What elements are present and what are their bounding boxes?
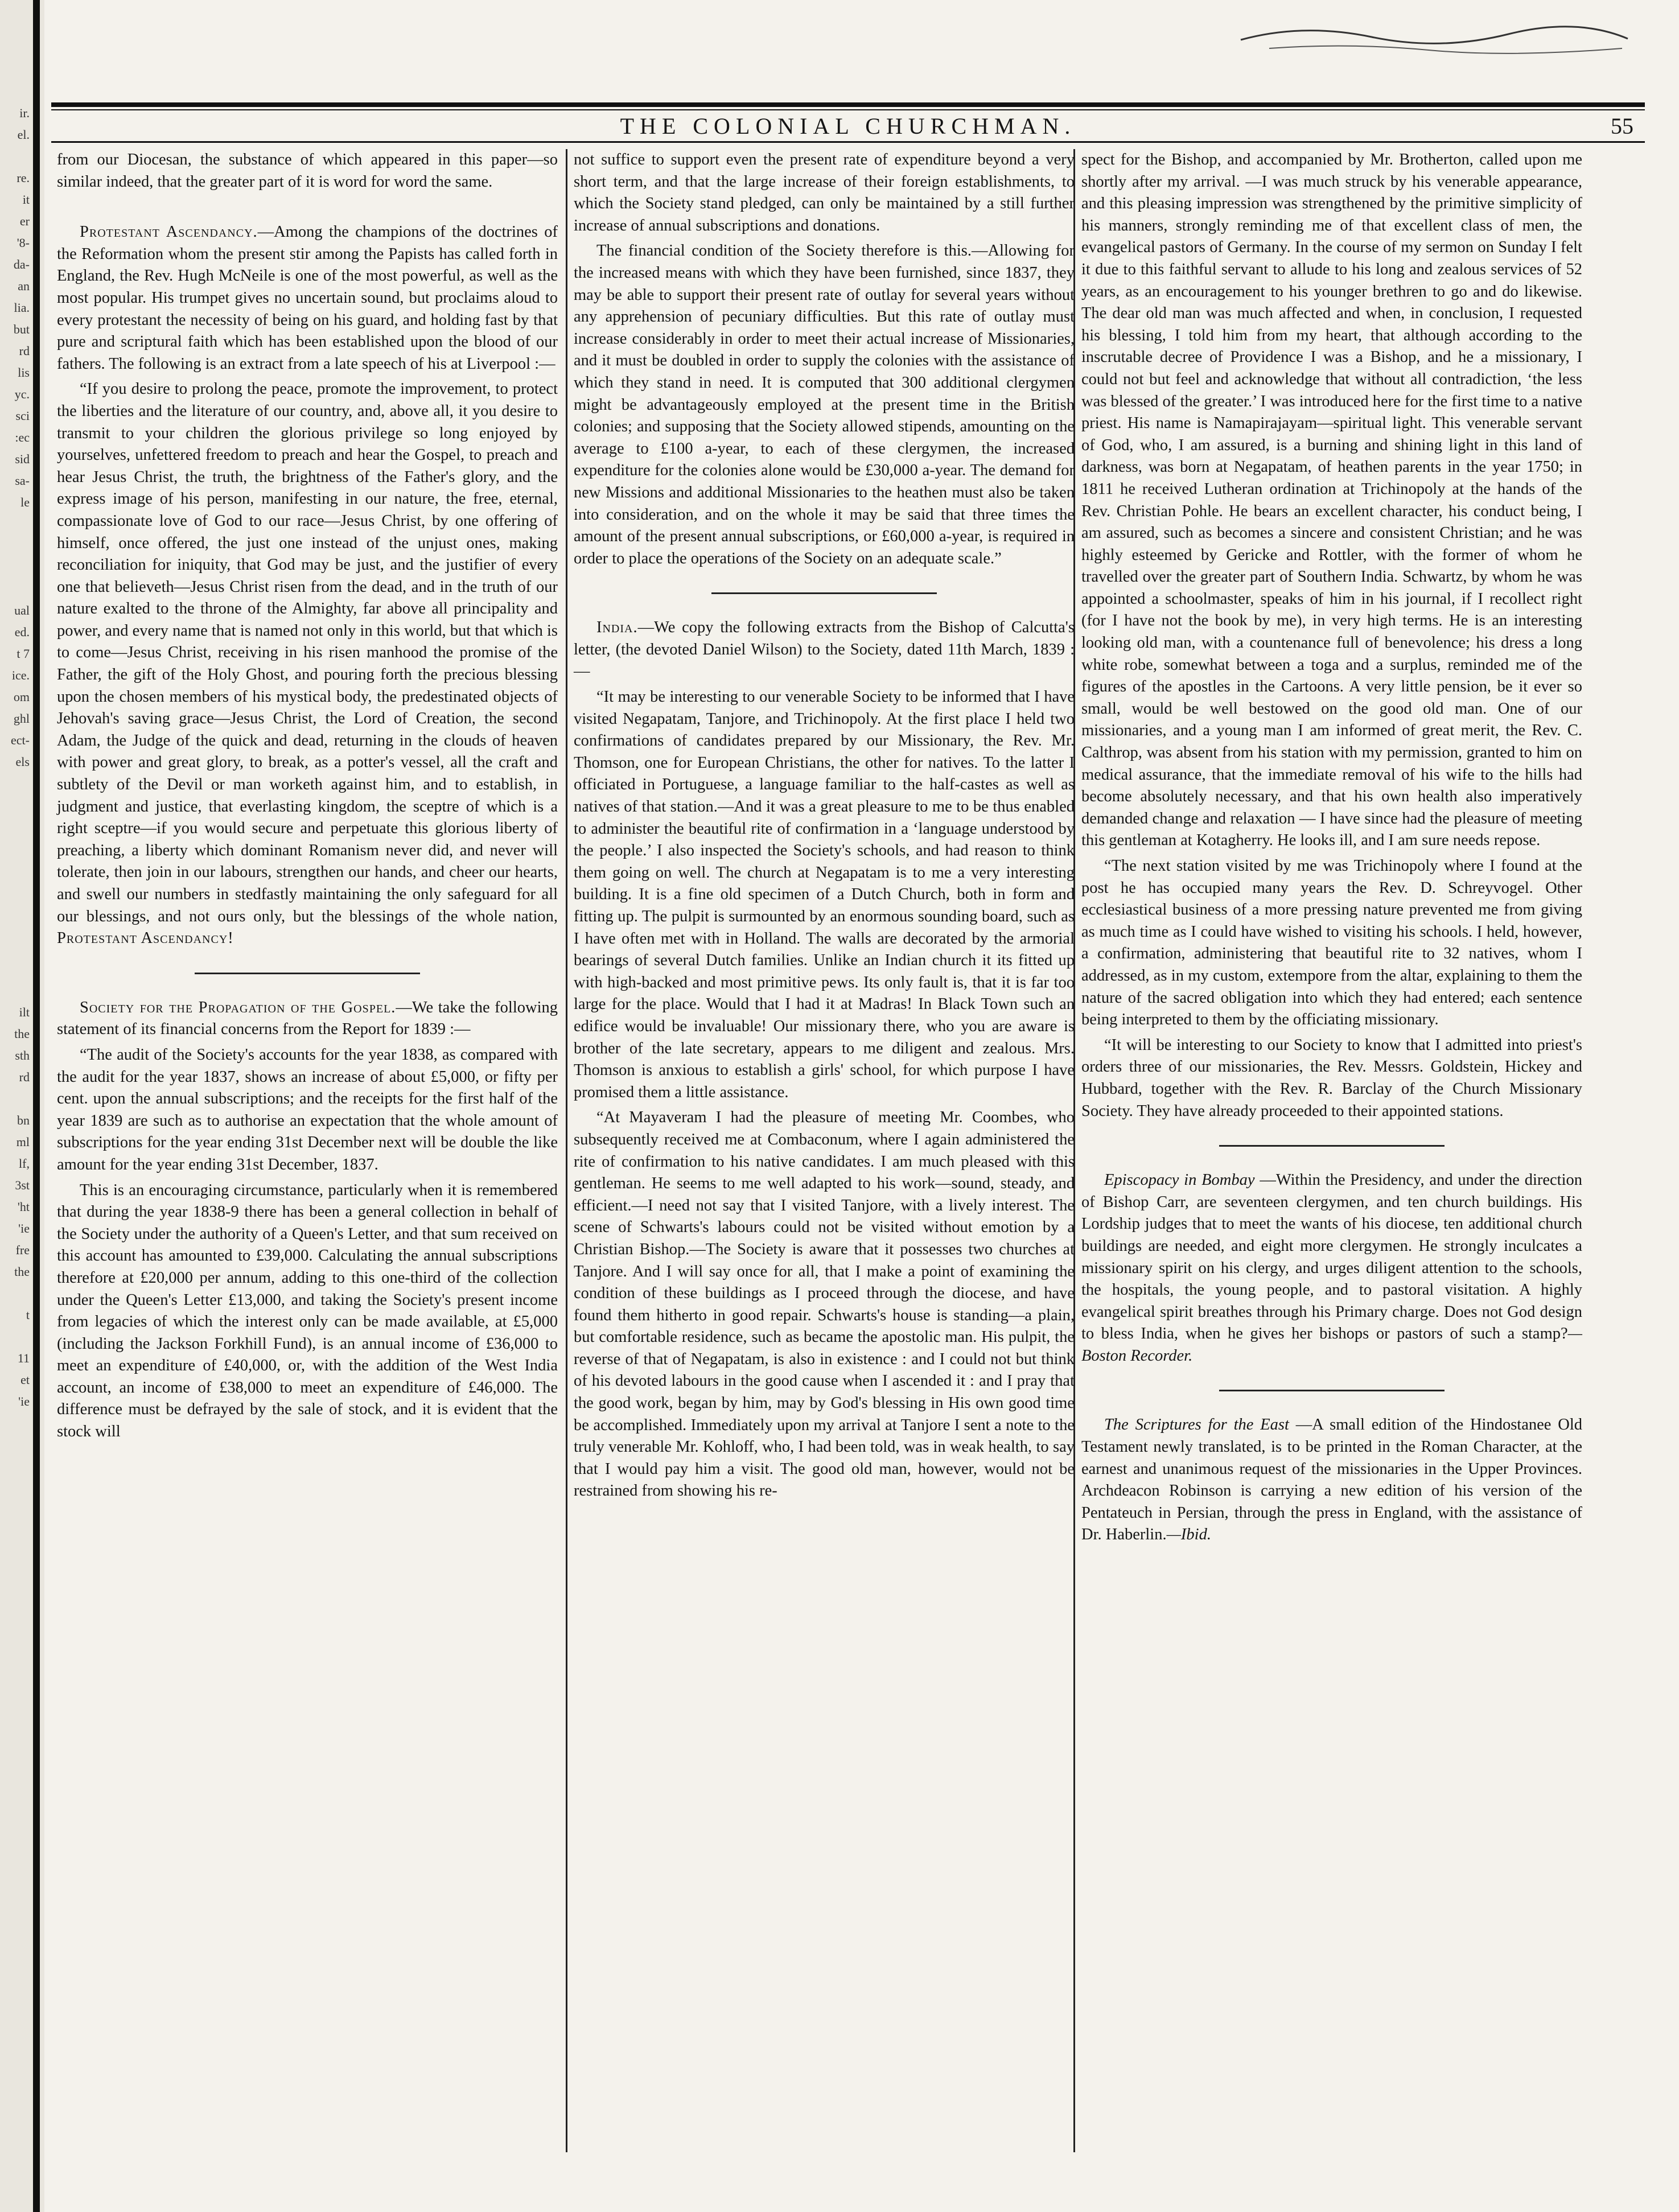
- ink-scribble: [1235, 17, 1633, 63]
- article-heading: The Scriptures for the East: [1104, 1416, 1289, 1434]
- letter-paragraph: “It may be interesting to our venerable Society to be informed that I have visited Negapatam, Tanjore, and Trichinopoly. At the first place I held two confirmations of candidates prepared by our Missionary, the Rev. Mr. Thomson, one for European Christians, the other for natives. To the latter I officiated in Portuguese, a language familiar to the half-castes as well as natives of that station.—And it was a great pleasure to me to be thus enabled to administer the beautiful rite of confirmation in a ‘language understood by the people.’ I also inspected the Society's schools, and had reason to think them going on well. The church at Negapatam is to me a very interesting building. It is a fine old specimen of a Dutch Church, both in form and fitting up. The pulpit is surmounted by an enormous sounding board, such as I have often met with in Holland. The walls are decorated by the armorial bearings of several Dutch families. Unlike an Indian church it its fitted up with high-backed and most primitive pews. Its only fault is, that it is far too large for the place. Would that I had it at Madras! In Black Town such an edifice would be invaluable! Our missionary there, who you are aware is brother of the late secretary, appears to me diligent and zealous. Mrs. Thomson is anxious to establish a girls' school, for which purpose I have promised them a little assistance.: [574, 688, 1075, 1101]
- gutter-fragments-lower: ilt the sth rd bn ml lf, 3st 'ht 'ie fre the t 11 et 'ie: [14, 1005, 30, 1408]
- article-heading: Episcopacy in Bombay: [1104, 1171, 1255, 1189]
- article-episcopacy-bombay: [1081, 1169, 1582, 1367]
- report-continuation: not suffice to support even the present rate of expenditure beyond a very short term, and that the large increase of their foreign establishments, to which the Society stand pledged, can only be maintained by a still further increase of annual subscriptions and donations.: [574, 151, 1075, 234]
- article-text: —We take the following statement of its financial concerns from the Report for 1839 :—: [57, 998, 558, 1039]
- section-divider: [711, 592, 937, 594]
- speech-extract: [57, 378, 558, 949]
- article-heading: Protestant Ascendancy.: [80, 223, 258, 241]
- page-header: [51, 102, 1645, 142]
- article-scriptures-east: [1081, 1414, 1582, 1546]
- article-text: —We copy the following extracts from the Bishop of Calcutta's letter, (the devoted Daniel Wilson) to the Society, dated 11th March, 1839 :—: [574, 619, 1075, 681]
- header-rule-thin: [51, 109, 1645, 110]
- article-text: —Among the champions of the doctrines of the Reformation whom the present stir among the Papists has called forth in England, the Rev. Hugh McNeile is one of the most powerful, as well as the most popular. His trumpet gives no uncertain sound, but proclaims aloud to every protestant the necessity of being on his guard, and holding fast by that pure and scriptural faith which has been established upon the blood of our fathers. The following is an extract from a late speech of his at Liverpool :—: [57, 223, 558, 373]
- article-india: [574, 617, 1075, 683]
- article-heading: India.: [596, 619, 638, 637]
- letter-paragraph: “At Mayaveram I had the pleasure of meeting Mr. Coombes, who subsequently received me at Combaconum, where I again administered the rite of confirmation to his native candidates. I am much pleased with this gentleman. He seems to me well adapted to his work—sound, steady, and efficient.—I need not say that I visited Tanjore, with a lively interest. The scene of Schwarts's labours could not be visited without emotion by a Christian Bishop.—The Society is aware that it possesses two churches at Tanjore. And I will say once for all, that I make a point of examining the condition of these buildings as I proceed through the diocese, and have found them hitherto in good repair. Schwarts's house is standing—a plain, but comfortable residence, such as became the apostolic man. His pulpit, the reverse of that of Negapatam, is also in existence : and I could not but think of his devoted labours in the good cause when I ascended it : and I pray that the good work, began by him, may by God's blessing in His own good time be accomplished. Immediately upon my arrival at Tanjore I sent a note to the truly venerable Mr. Kohloff, who, I had been told, was in weak health, to say that I would pay him a visit. The good old man, however, would not be restrained from showing his re-: [574, 1109, 1075, 1500]
- header-rule-bottom: [51, 141, 1645, 143]
- letter-continuation: spect for the Bishop, and accompanied by Mr. Brotherton, called upon me shortly after my arrival. —I was much struck by his venerable appearance, and this pleasing impression was strengthened by the primitive simplicity of his manners, strongly reminding me of that excellent class of men, the evangelical pastors of Germany. In the course of my sermon on Sunday I felt it due to this faithful servant to allude to his long and zealous services of 52 years, as an encouragement to his younger brethren to go and do likewise. The dear old man was much affected and when, in conclusion, I requested his blessing, I told him from my heart, that although according to the inscrutable decree of Providence I was a Bishop, and he a missionary, I could not but feel and acknowledge that without all contradiction, ‘the less was blessed of the greater.’ I was introduced here for the first time to a native priest. His name is Namapirajayam—spiritual light. This venerable servant of God, who, I am assured, is a burning and shining light in this land of darkness, was born at Negapatam, of heathen parents in the year 1750; in 1811 he received Lutheran ordination at Trichinopoly at the hands of the Rev. Christian Pohle. He bears an excellent character, his conduct being, I am assured, such as becomes a sincere and consistent Christian; and he was highly esteemed by Gericke and Rottler, with the former of whom he travelled over the greater part of Southern India. Schwartz, by whom he was appointed a schoolmaster, speaks of him in his journal, if I recollect right (for I have not the book by me), in very high terms. He is an interesting looking old man, with a countenance full of benevolence; his dress a long white robe, somewhat between a toga and a surplus, reminded me of the figures of the apostles in the Cartoons. A very little pension, be it ever so small, would be well bestowed on the good old man. One of our missionaries, and a young man I am informed of great merit, the Rev. C. Calthrop, was absent from his station with my permission, granted to him on medical assurance, that the immediate removal of his wife to the hills had become absolutely necessary, and that his own health also imperatively demanded change and relaxation — I have since had the pleasure of meeting this gentleman at Kotagherry. He looks ill, and I am sure needs repose.: [1081, 151, 1582, 850]
- section-divider: [1219, 1145, 1445, 1147]
- section-divider: [195, 973, 420, 974]
- article-continuation: from our Diocesan, the substance of which appeared in this paper—so similar indeed, that the greater part of it is word for word the same.: [57, 151, 558, 191]
- header-rule-thick: [51, 102, 1645, 107]
- column-rule-1: [566, 149, 567, 2152]
- article-source: —Ibid.: [1166, 1526, 1211, 1544]
- column-2: [574, 149, 1075, 1506]
- report-paragraph: This is an encouraging circumstance, particularly when it is remembered that during the year 1838-9 there has been a general collection in behalf of the Society under the authority of a Queen's Letter, and that sum received on this account has amounted to £39,000. Calculating the annual subscriptions therefore at £20,000 per annum, adding to this one-third of the collection under the Queen's Letter £13,000, and taking the Society's present income from legacies of which the interest only can be made available, at £5,000 (including the Jackson Forkhill Fund), is an annual income of £36,000 to meet an expenditure of £40,000, or, with the addition of the West India account, an income of £38,000 to meet an expenditure of £46,000. The difference must be defrayed by the sale of stock, and it is evident that the stock will: [57, 1181, 558, 1441]
- column-3: [1081, 149, 1582, 1550]
- article-heading: Society for the Propagation of the Gospel.: [80, 998, 396, 1016]
- article-spg: [57, 997, 558, 1041]
- article-text: —A small edition of the Hindostanee Old Testament newly translated, is to be printed in the Roman Character, at the earnest and unanimous request of the missionaries in the Upper Provinces. Archdeacon Robinson is carrying a new edition of his version of the Pentateuch in Persian, through the press in England, with the assistance of Dr. Haberlin.: [1081, 1416, 1582, 1544]
- speech-closing: Protestant Ascendancy!: [57, 929, 234, 948]
- page-number: 55: [1611, 113, 1633, 139]
- publication-title: THE COLONIAL CHURCHMAN.: [620, 113, 1076, 139]
- article-text: —Within the Presidency, and under the direction of Bishop Carr, are seventeen clergymen, and ten church buildings. His Lordship judges that to meet the wants of his diocese, ten additional church buildings are needed, and eight more clergymen. He strongly inculcates a missionary spirit on his clergy, and urges diligent attention to the schools, the hospitals, the young people, and to pastoral visitation. A highly evangelical spirit breathes through his Primary charge. Does not God design to bless India, when he gives her bishops or pastors of such a stamp?: [1081, 1171, 1582, 1343]
- gutter-fragments-upper: ir. el. re. it er '8- da- an lia. but rd lis yc. sci :ec sid sa- le ual ed. t 7 ice. om ghl ect- els: [11, 106, 30, 769]
- column-1: [57, 149, 558, 1447]
- article-source: —Boston Recorder.: [1081, 1325, 1582, 1365]
- report-paragraph: The financial condition of the Society therefore is this.—Allowing for the increased means with which they have been furnished, since 1837, they may be able to support their present rate of outlay for several years without any apprehension of pecuniary difficulties. But this rate of outlay must increase considerably in order to meet their actual increase of Missionaries, and it must be doubled in order to supply the colonies with the assistance of which they stand in need. It is computed that 300 additional clergymen might be advantageously employed at the present time in the British colonies; and supposing that the Society allowed stipends, amounting on the average to £100 a-year, to each of these clergymen, the increased expenditure for the colonies alone would be £30,000 a-year. The demand for new Missions and additional Missionaries to the heathen must also be taken into consideration, and on the whole it may be said that three times the amount of the present annual subscriptions, or £60,000 a-year, is required in order to place the operations of the Society on an adequate scale.”: [574, 242, 1075, 567]
- speech-text: “If you desire to prolong the peace, promote the improvement, to protect the liberties and the literature of our country, and, above all, it you desire to transmit to your children the glorious privilege so long enjoyed by yourselves, unfettered freedom to preach and hear the Gospel, to preach and hear Jesus Christ, the truth, the brightness of the Father's glory, and the express image of his person, manifesting in our nature, the free, eternal, compassionate love of God to our race—Jesus Christ, by one offering of himself, once offered, the just one instead of the unjust ones, making reconciliation for iniquity, that God may be just, and the justifier of every one that believeth—Jesus Christ risen from the dead, and in the truth of our nature exalted to the throne of the Almighty, far above all principality and power, and every name that is named not only in this world, but that which is to come—Jesus Christ, receiving in his risen manhood the promise of the Father, the gift of the Holy Ghost, and pouring forth the precious blessing upon the chosen members of his mystical body, the predestinated objects of Jehovah's saving grace—Jesus Christ, the Lord of Creation, the second Adam, the Judge of the quick and dead, returning in the clouds of heaven with power and great glory, to break, as a potter's vessel, all the craft and subtlety of the Devil or man worketh against him, and to establish, in judgment and justice, that everlasting kingdom, the sceptre of which is a right sceptre—if you would secure and perpetuate this glorious liberty of preaching, a liberty which dominant Romanism never did, and never will tolerate, then join in our labours, strengthen our hands, and cheer our hearts, and swell our numbers in stedfastly maintaining the only safeguard for all our blessings, and not ours only, but the blessings of the whole nation,: [57, 380, 558, 925]
- letter-paragraph: “The next station visited by me was Trichinopoly where I found at the post he has occupied many years the Rev. D. Schreyvogel. Other ecclesiastical business of a more pressing nature prevented me from giving as much time as I could have wished to visiting his schools. I held, however, a confirmation, administering that beautiful rite to 32 natives, whom I addressed, as in my custom, extempore from the altar, explaining to them the nature of the sacred obligation into which they had entered; each sentence being interpreted to them by the officiating missionary.: [1081, 857, 1582, 1029]
- letter-paragraph: “It will be interesting to our Society to know that I admitted into priest's orders three of our missionaries, the Rev. Messrs. Goldstein, Hickey and Hubbard, together with the Rev. R. Barclay of the Church Missionary Society. They have already proceeded to their appointed stations.: [1081, 1036, 1582, 1120]
- section-divider: [1219, 1390, 1445, 1391]
- binding-rule: [33, 0, 40, 2212]
- report-quote: “The audit of the Society's accounts for the year 1838, as compared with the audit for the year 1837, shows an increase of about £5,000, or fifty per cent. upon the annual subscriptions; and the receipts for the first half of the year 1839 are such as to authorise an expectation that the whole amount of subscriptions for the year ending 31st December next will be double the like amount for the year ending 31st December, 1837.: [57, 1045, 558, 1173]
- article-protestant-ascendancy: [57, 221, 558, 375]
